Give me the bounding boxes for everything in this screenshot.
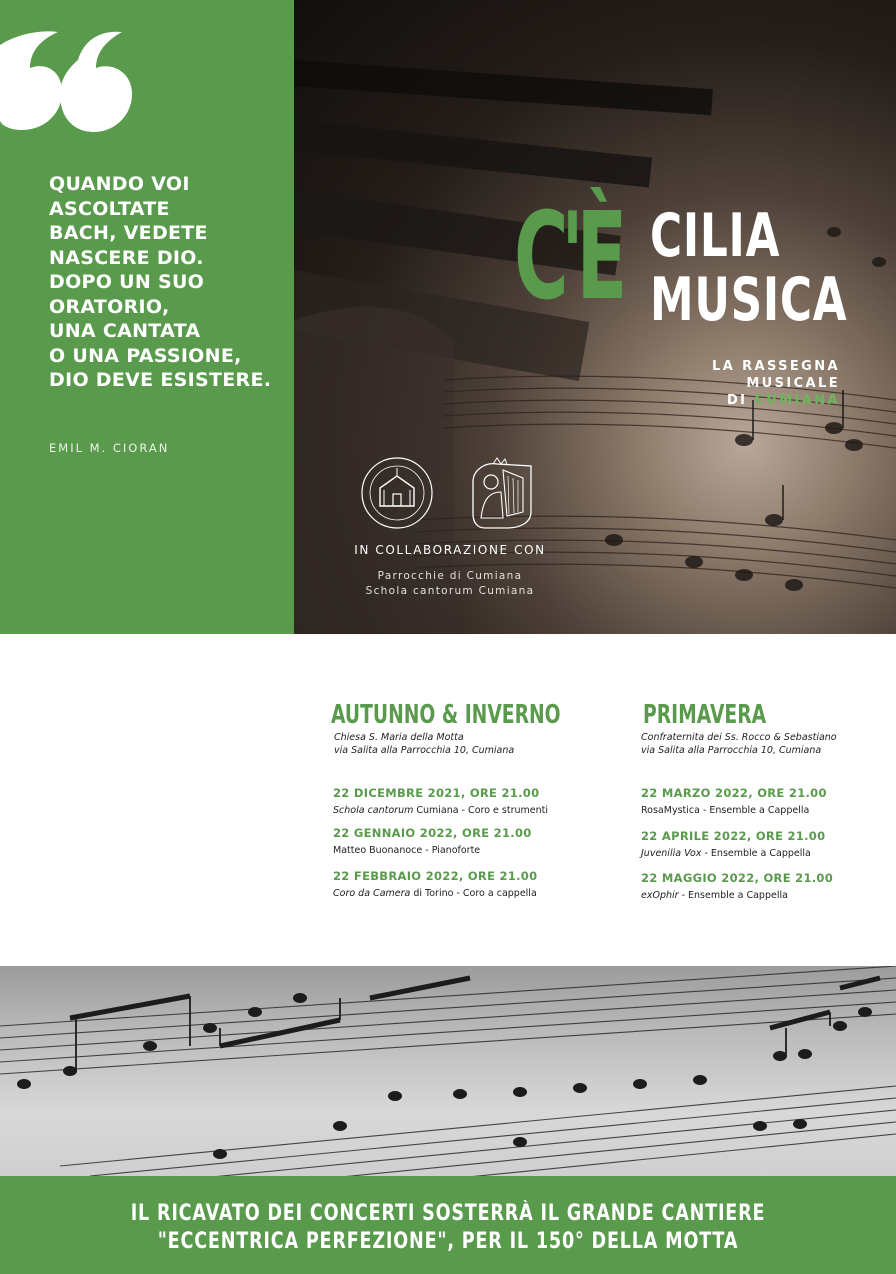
season-title-primavera: PRIMAVERA bbox=[643, 700, 767, 730]
event-date: 22 MAGGIO 2022, ORE 21.00 bbox=[641, 871, 834, 885]
event-desc bbox=[333, 888, 537, 899]
quote-author: EMIL M. CIORAN bbox=[49, 441, 170, 455]
quote-text bbox=[49, 172, 289, 393]
partner-name: Schola cantorum Cumiana bbox=[365, 585, 535, 597]
subtitle bbox=[712, 358, 840, 409]
footer-text bbox=[0, 1200, 896, 1256]
performer: Schola cantorum bbox=[333, 805, 414, 816]
quote-line: UNA CANTATA bbox=[49, 320, 201, 342]
event-date: 22 MARZO 2022, ORE 21.00 bbox=[641, 786, 827, 800]
sheet-music-illustration bbox=[0, 966, 896, 1176]
collaboration-partners bbox=[340, 569, 560, 599]
performer: Coro da Camera bbox=[333, 888, 411, 899]
event-desc bbox=[641, 848, 811, 859]
season-title-autunno: AUTUNNO & INVERNO bbox=[331, 700, 561, 730]
partner-name: Parrocchie di Cumiana bbox=[377, 570, 523, 582]
performer: exOphir bbox=[641, 890, 679, 901]
subtitle-line: MUSICALE bbox=[746, 376, 840, 391]
event-detail: - Ensemble a Cappella bbox=[678, 890, 788, 901]
quote-panel bbox=[0, 0, 294, 634]
subtitle-prefix: DI bbox=[726, 393, 748, 408]
schola-logo bbox=[467, 456, 537, 530]
event-detail: - Ensemble a Cappella bbox=[701, 848, 811, 859]
event-desc bbox=[333, 845, 480, 856]
quote-line: QUANDO VOI bbox=[49, 173, 190, 195]
quote-line: DIO DEVE ESISTERE. bbox=[49, 369, 272, 391]
venue-line: Confraternita dei Ss. Rocco & Sebastiano bbox=[641, 732, 837, 743]
event-date: 22 DICEMBRE 2021, ORE 21.00 bbox=[333, 786, 540, 800]
venue-line: via Salita alla Parrocchia 10, Cumiana bbox=[641, 745, 822, 756]
quote-line: DOPO UN SUO bbox=[49, 271, 205, 293]
event-date: 22 FEBBRAIO 2022, ORE 21.00 bbox=[333, 869, 538, 883]
footer-line: "ECCENTRICA PERFEZIONE", PER IL 150° DELLA MOTTA bbox=[157, 1229, 739, 1254]
quote-line: NASCERE DIO. bbox=[49, 246, 204, 269]
event-desc bbox=[333, 805, 548, 816]
event-date: 22 GENNAIO 2022, ORE 21.00 bbox=[333, 826, 532, 840]
event-desc bbox=[641, 805, 809, 816]
event-date: 22 APRILE 2022, ORE 21.00 bbox=[641, 829, 826, 843]
event-detail: di Torino - Coro a cappella bbox=[410, 888, 537, 899]
venue-primavera bbox=[641, 731, 837, 757]
footer-banner bbox=[0, 1176, 896, 1274]
sheet-music-photo bbox=[0, 966, 896, 1176]
quote-line: O UNA PASSIONE, bbox=[49, 344, 242, 367]
venue-autunno bbox=[334, 731, 514, 757]
venue-line: Chiesa S. Maria della Motta bbox=[334, 732, 464, 743]
subtitle-highlight: CUMIANA bbox=[754, 393, 840, 408]
event-detail: Matteo Buonanoce - Pianoforte bbox=[333, 845, 481, 856]
subtitle-line: LA RASSEGNA bbox=[712, 359, 840, 374]
parish-logo bbox=[360, 456, 434, 530]
quote-line: ASCOLTATE bbox=[49, 197, 170, 220]
title-ce: C'È bbox=[514, 188, 620, 327]
footer-line: IL RICAVATO DEI CONCERTI SOSTERRÀ IL GRANDE CANTIERE bbox=[130, 1201, 766, 1226]
title-musica: MUSICA bbox=[650, 265, 848, 335]
venue-line: via Salita alla Parrocchia 10, Cumiana bbox=[334, 745, 515, 756]
performer: Juvenilia Vox bbox=[641, 848, 702, 859]
event-detail: Cumiana - Coro e strumenti bbox=[413, 805, 548, 816]
collaboration-label: IN COLLABORAZIONE CON bbox=[354, 543, 546, 557]
event-detail: RosaMystica - Ensemble a Cappella bbox=[641, 805, 810, 816]
subtitle-line bbox=[712, 392, 840, 409]
event-desc bbox=[641, 890, 788, 901]
quote-line: ORATORIO, bbox=[49, 295, 170, 318]
quote-mark-icon bbox=[0, 0, 140, 150]
title-cilia: CILIA bbox=[650, 201, 781, 271]
quote-line: BACH, VEDETE bbox=[49, 222, 208, 244]
